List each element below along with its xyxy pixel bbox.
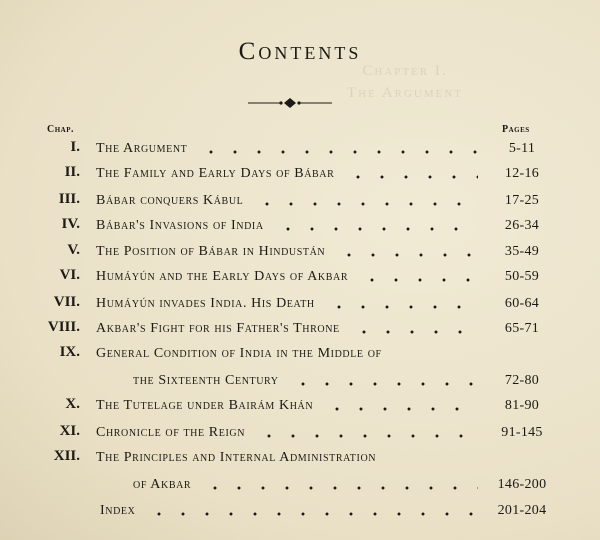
chapter-title: General Condition of India in the Middle of (96, 346, 382, 361)
page-range: 91-145 (501, 425, 543, 440)
show-through-subtitle: The Argument (347, 85, 463, 101)
leader-dots (291, 382, 478, 386)
leader-dots (352, 330, 478, 334)
leader-dots (327, 305, 478, 309)
leader-dots (203, 486, 478, 490)
leader-dots (276, 227, 478, 231)
chapter-number: III. (58, 191, 80, 207)
chapter-title: Humáyún and the Early Days of Akbar (96, 269, 349, 284)
chapter-title: The Argument (96, 141, 188, 156)
pages-column-header: Pages (502, 124, 530, 135)
chapter-number: V. (67, 242, 80, 258)
chapter-title: Index (100, 503, 136, 518)
leader-dots (147, 512, 478, 516)
chapter-title-continuation: the Sixteenth Century (133, 373, 279, 388)
chapter-title: Akbar's Fight for his Father's Throne (96, 321, 340, 336)
chapter-number: IX. (59, 344, 80, 360)
chapter-title: The Tutelage under Bairám Khán (96, 398, 314, 413)
leader-dots (199, 150, 478, 154)
page-range: 146-200 (497, 477, 547, 492)
leader-dots (360, 278, 478, 282)
chapter-number: VII. (53, 294, 80, 310)
chapter-title: The Principles and Internal Administration (96, 450, 377, 465)
page-range: 12-16 (504, 166, 540, 181)
chapter-number: VI. (59, 267, 80, 283)
page-range: 81-90 (504, 398, 540, 413)
chapter-number: XII. (53, 448, 80, 464)
chapter-title: The Family and Early Days of Bábar (96, 166, 335, 181)
page-range: 60-64 (504, 296, 540, 311)
contents-title: Contents (238, 38, 362, 65)
chapter-number: I. (70, 139, 80, 155)
chapter-number: VIII. (47, 319, 80, 335)
leader-dots (337, 253, 478, 257)
page-range: 5-11 (508, 141, 536, 156)
leader-dots (255, 202, 478, 206)
show-through-chapter: Chapter I. (362, 63, 448, 79)
chapter-number: IV. (61, 216, 80, 232)
chapter-number: XI. (59, 423, 80, 439)
page-range: 35-49 (504, 244, 540, 259)
chapter-title: The Position of Bábar in Hindustán (96, 244, 326, 259)
chapter-title: Bábar conquers Kábul (96, 193, 244, 208)
page-range: 201-204 (497, 503, 547, 518)
page-range: 17-25 (504, 193, 540, 208)
chapter-title: Humáyún invades India. His Death (96, 296, 315, 311)
chapter-title: Chronicle of the Reign (96, 425, 246, 440)
chap-column-header: Chap. (47, 124, 74, 135)
page-range: 72-80 (504, 373, 540, 388)
chapter-number: X. (65, 396, 80, 412)
chapter-number: II. (64, 164, 80, 180)
page-range: 50-59 (504, 269, 540, 284)
leader-dots (325, 407, 478, 411)
page-range: 65-71 (504, 321, 540, 336)
page-range: 26-34 (504, 218, 540, 233)
chapter-title: Bábar's Invasions of India (96, 218, 264, 233)
leader-dots (346, 175, 478, 179)
chapter-title-continuation: of Akbar (133, 477, 192, 492)
leader-dots (257, 434, 478, 438)
